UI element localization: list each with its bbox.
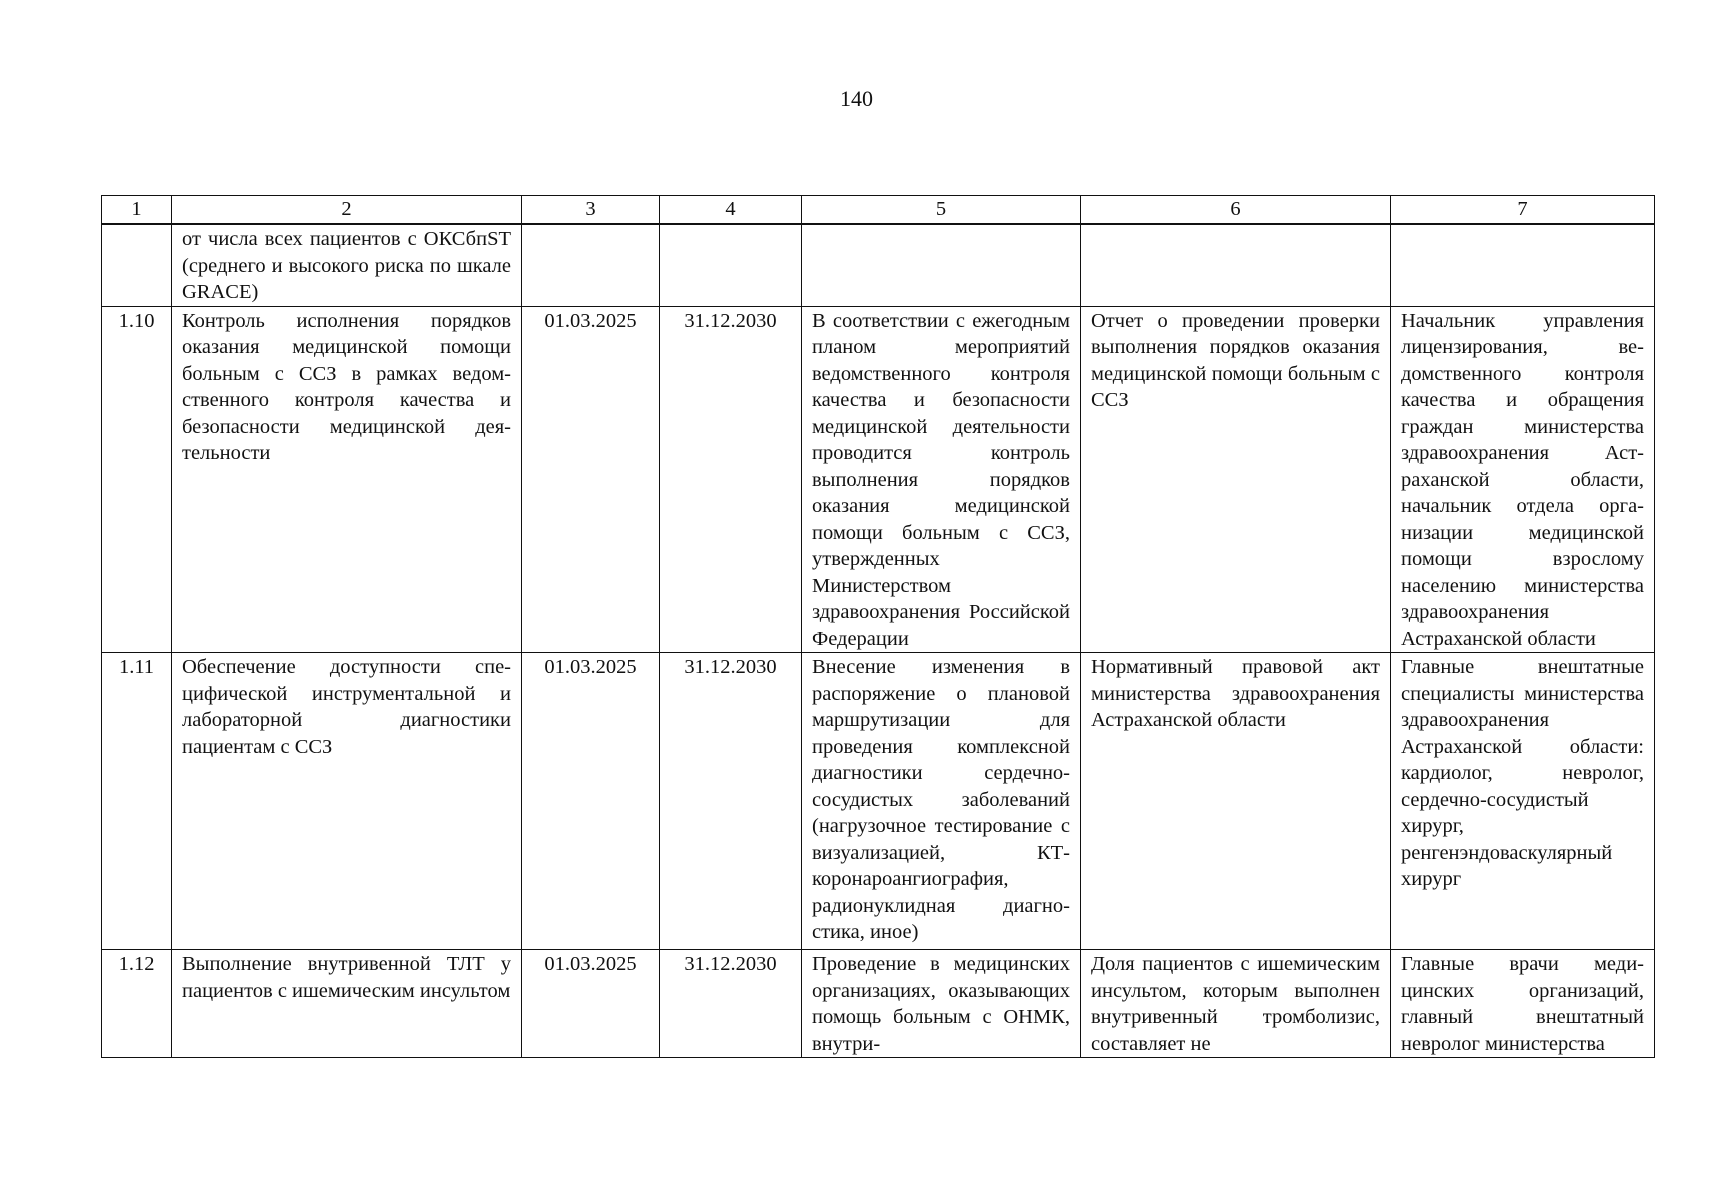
measure-name: Контроль исполнения порядков оказания медицинской помощи больным с ССЗ в рамках ведомственного контроля качества и безопасности медицинской деятельности [172, 306, 522, 653]
column-header: 5 [802, 196, 1081, 225]
responsible-person: Начальник управления лицензирования, ведомственного контроля качества и обращения граждан министерства здравоохранения Астраханской области, начальник отдела организации медицинской помощи взрослому населению министерства здравоохранения Астраханской области [1391, 306, 1655, 653]
start-date: 01.03.2025 [522, 306, 660, 653]
measure-description [802, 224, 1081, 306]
column-header: 7 [1391, 196, 1655, 225]
table-row [102, 224, 1655, 306]
measure-description: В соответствии с ежегодным планом мероприятий ведомственного контроля качества и безопасности медицинской деятельности проводится контроль выполнения порядков оказания медицинской помощи больным с ССЗ, утвержденных Министерством здравоохранения Российской Федерации [802, 306, 1081, 653]
measure-description: Внесение изменения в распоряжение о плановой маршрутизации для проведения комплексной диагностики сердечно-сосудистых заболеваний (нагрузочное тестирование с визуализацией, КТ-коронароангиография, радионуклидная диагностика, иное) [802, 653, 1081, 950]
measure-name: от числа всех пациентов с ОКСбпST (среднего и высокого риска по шкале GRACE) [172, 224, 522, 306]
row-number: 1.12 [102, 950, 172, 1058]
table-row [102, 950, 1655, 1058]
row-number: 1.10 [102, 306, 172, 653]
measure-description: Проведение в медицинских организациях, оказывающих помощь больным с ОНМК, внутри- [802, 950, 1081, 1058]
expected-result [1081, 224, 1391, 306]
row-number: 1.11 [102, 653, 172, 950]
responsible-person [1391, 224, 1655, 306]
measure-name: Обеспечение доступности специфической инструментальной и лабораторной диагностики пациентам с ССЗ [172, 653, 522, 950]
end-date [660, 224, 802, 306]
column-header: 1 [102, 196, 172, 225]
responsible-person: Главные врачи медицинских организаций, главный внештатный невролог министерства [1391, 950, 1655, 1058]
start-date [522, 224, 660, 306]
column-header: 3 [522, 196, 660, 225]
table-row [102, 653, 1655, 950]
start-date: 01.03.2025 [522, 950, 660, 1058]
measure-name: Выполнение внутривенной ТЛТ у пациентов с ишемическим инсультом [172, 950, 522, 1058]
column-header: 2 [172, 196, 522, 225]
column-header: 6 [1081, 196, 1391, 225]
end-date: 31.12.2030 [660, 306, 802, 653]
end-date: 31.12.2030 [660, 653, 802, 950]
column-header: 4 [660, 196, 802, 225]
header-row [102, 196, 1655, 225]
expected-result: Отчет о проведении проверки выполнения порядков оказания медицинской помощи больным с ССЗ [1081, 306, 1391, 653]
expected-result: Нормативный правовой акт министерства здравоохранения Астраханской области [1081, 653, 1391, 950]
expected-result: Доля пациентов с ишемическим инсультом, которым выполнен внутривенный тромболизис, составляет не [1081, 950, 1391, 1058]
row-number [102, 224, 172, 306]
plan-table [101, 195, 1655, 1058]
responsible-person: Главные внештатные специалисты министерства здравоохранения Астраханской области: кардиолог, невролог, сердечно-сосудистый хирург, ренгенэндоваскулярный хирург [1391, 653, 1655, 950]
table-row [102, 306, 1655, 653]
page-number: 140 [840, 86, 873, 111]
start-date: 01.03.2025 [522, 653, 660, 950]
end-date: 31.12.2030 [660, 950, 802, 1058]
